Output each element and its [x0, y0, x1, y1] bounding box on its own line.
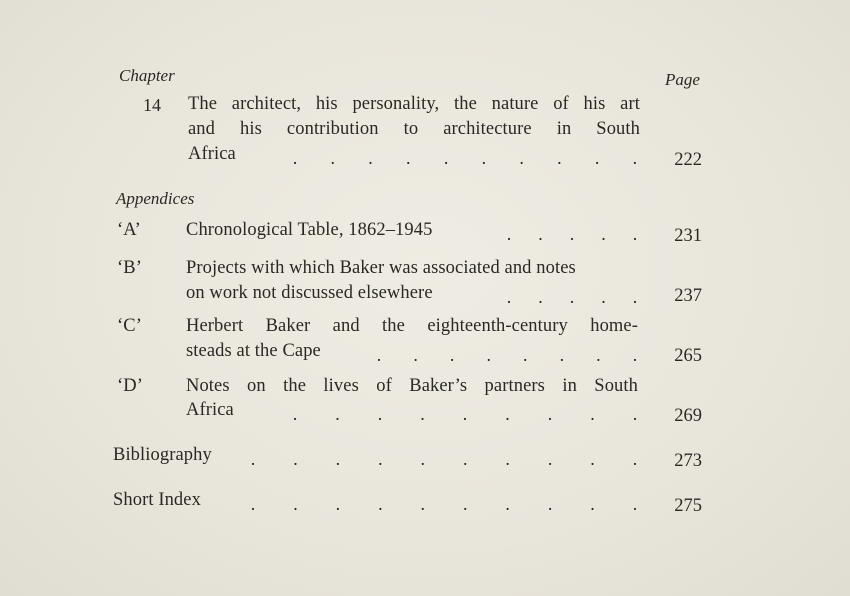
- page-number: 269: [674, 406, 702, 426]
- appendix-label: ‘D’: [117, 376, 143, 396]
- appendix-title-line-1: Herbert Baker and the eighteenth-century home-: [186, 316, 638, 336]
- appendix-title-line-2: on work not discussed elsewhere: [186, 283, 433, 303]
- chapter-title-line-2: and his contribution to architecture in South: [188, 119, 640, 139]
- page-number: 265: [674, 346, 702, 366]
- leader-dots: . . . . .: [506, 287, 638, 307]
- appendix-title-line-2: Africa: [186, 400, 234, 420]
- appendix-title-line-1: Projects with which Baker was associated and notes: [186, 258, 576, 278]
- chapter-number: 14: [143, 95, 161, 115]
- chapter-title-line-1: The architect, his personality, the nature of his art: [188, 94, 640, 114]
- appendix-title-line-2: steads at the Cape: [186, 341, 321, 361]
- appendices-heading: Appendices: [116, 189, 195, 208]
- leader-dots: . . . . . . . . . .: [292, 148, 638, 168]
- leader-dots: . . . . . . . . . .: [250, 449, 638, 469]
- leader-dots: . . . . .: [506, 224, 638, 244]
- leader-dots: . . . . . . . .: [376, 345, 638, 365]
- short-index-entry: Short Index: [113, 490, 201, 510]
- leader-dots: . . . . . . . . .: [292, 404, 638, 424]
- page-number: 231: [674, 226, 702, 246]
- appendix-label: ‘A’: [117, 220, 141, 240]
- page-number: 273: [674, 451, 702, 471]
- page-number: 237: [674, 286, 702, 306]
- appendix-title-line-1: Chronological Table, 1862–1945: [186, 220, 433, 240]
- chapter-column-heading: Chapter: [119, 66, 175, 85]
- appendix-label: ‘C’: [117, 316, 142, 336]
- page-number: 222: [674, 150, 702, 170]
- appendix-label: ‘B’: [117, 258, 142, 278]
- chapter-title-line-3: Africa: [188, 144, 236, 164]
- appendix-title-line-1: Notes on the lives of Baker’s partners in South: [186, 376, 638, 396]
- page-number: 275: [674, 496, 702, 516]
- page-column-heading: Page: [665, 70, 700, 89]
- bibliography-entry: Bibliography: [113, 445, 212, 465]
- leader-dots: . . . . . . . . . .: [250, 494, 638, 514]
